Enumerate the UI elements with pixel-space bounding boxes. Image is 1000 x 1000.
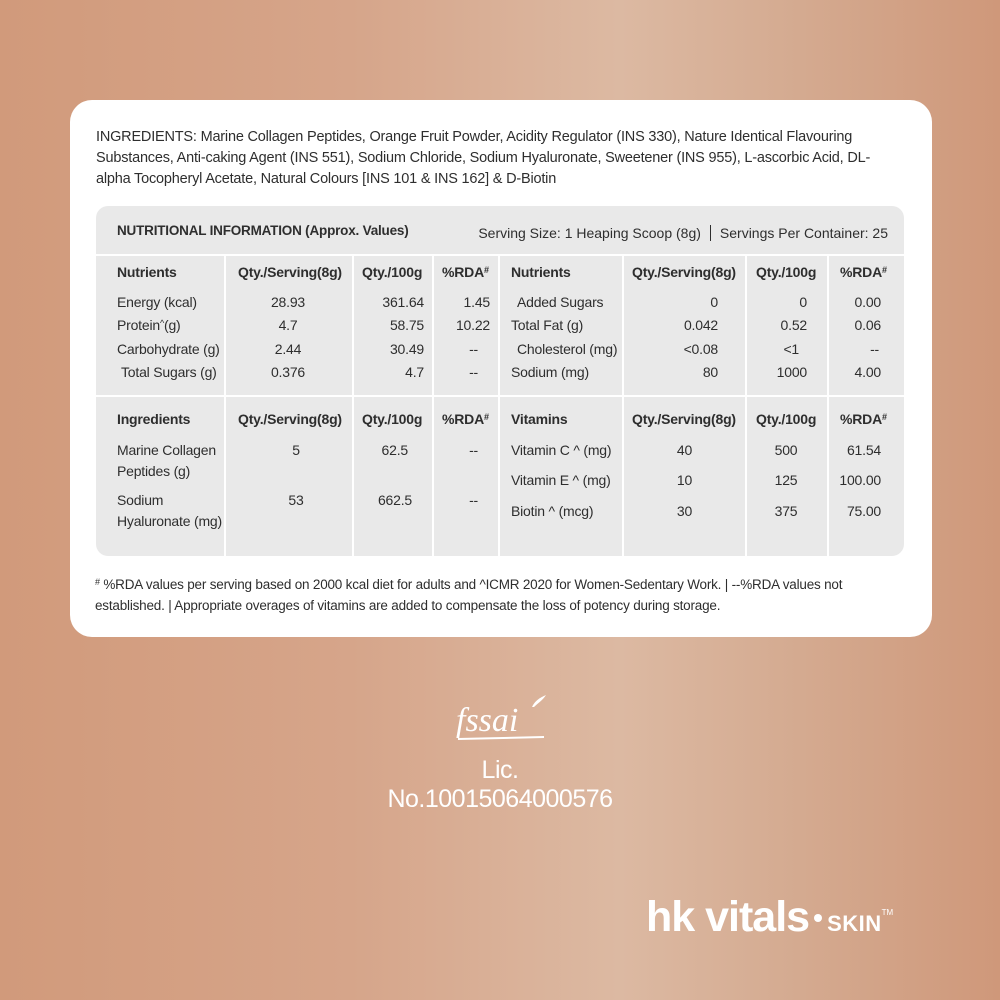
brand-sub: SKIN xyxy=(827,911,882,936)
brand-dot xyxy=(814,914,822,922)
vitamin-per100: 500 xyxy=(774,442,798,458)
nutrient-per100: 361.64 xyxy=(382,294,424,310)
nutrient-serving: 0 xyxy=(710,294,718,310)
col-header: Qty./Serving(8g) xyxy=(632,411,736,427)
col-header: Ingredients xyxy=(117,411,191,427)
nutrient-name: Energy (kcal) xyxy=(117,294,197,310)
ingredient-name: Peptides (g) xyxy=(117,463,191,479)
info-card xyxy=(70,100,932,637)
nutrient-serving: 80 xyxy=(702,364,718,380)
nutrient-rda: 1.45 xyxy=(463,294,490,310)
vitamin-per100: 375 xyxy=(774,503,798,519)
servings-per-container: Servings Per Container: 25 xyxy=(719,225,888,241)
vitamin-name: Biotin ^ (mcg) xyxy=(511,503,594,519)
nutrient-rda: 0.06 xyxy=(854,317,881,333)
ingredient-per100: 662.5 xyxy=(377,492,412,508)
nutrient-name: Total Fat (g) xyxy=(511,317,584,333)
col-header: Nutrients xyxy=(511,264,571,280)
nutrient-name: Carbohydrate (g) xyxy=(117,341,220,357)
nutrition-title: NUTRITIONAL INFORMATION (Approx. Values) xyxy=(117,223,409,238)
vitamin-per100: 125 xyxy=(774,472,798,488)
col-header: Qty./100g xyxy=(362,411,423,427)
nutrient-rda: 10.22 xyxy=(455,317,490,333)
nutrient-per100: 0 xyxy=(799,294,807,310)
nutrient-name: Total Sugars (g) xyxy=(121,364,217,380)
nutrition-header xyxy=(96,206,904,254)
ingredient-rda: -- xyxy=(469,492,478,508)
col-header: Qty./Serving(8g) xyxy=(238,411,342,427)
nutrient-per100: 30.49 xyxy=(389,341,424,357)
footnote: # %RDA values per serving based on 2000 kcal diet for adults and ^ICMR 2020 for Women-Sedentary Work. | --%RDA values not established. | Appropriate overages of vitamins are added to compensate the loss of potency during storage. xyxy=(95,577,843,613)
vitamin-rda: 61.54 xyxy=(846,442,881,458)
vitamin-serving: 10 xyxy=(676,472,693,488)
nutrient-name: Added Sugars xyxy=(517,294,604,310)
nutrient-serving: 0.042 xyxy=(683,317,718,333)
nutrient-serving: 2.44 xyxy=(274,341,302,357)
col-header: Qty./100g xyxy=(756,411,817,427)
col-header: Qty./100g xyxy=(362,264,423,280)
col-header: Nutrients xyxy=(117,264,177,280)
col-header: Qty./100g xyxy=(756,264,817,280)
fssai-license: Lic. No.10015064000576 xyxy=(387,756,613,813)
nutrient-per100: 0.52 xyxy=(780,317,807,333)
nutrient-name: Protein^(g) xyxy=(117,317,181,333)
serving-separator xyxy=(710,225,711,241)
nutrient-serving: 4.7 xyxy=(278,317,298,333)
nutrient-serving: <0.08 xyxy=(683,341,718,357)
divider xyxy=(498,254,500,556)
vitamin-rda: 75.00 xyxy=(846,503,881,519)
ingredient-serving: 53 xyxy=(288,492,304,508)
vitamin-serving: 30 xyxy=(676,503,693,519)
fssai-logo xyxy=(448,693,552,745)
ingredient-per100: 62.5 xyxy=(381,442,408,458)
ingredient-rda: -- xyxy=(469,442,478,458)
fssai-logo-text: fssai xyxy=(456,702,519,739)
serving-info xyxy=(478,225,888,241)
brand-name: hk vitals xyxy=(646,893,810,941)
nutrient-rda: -- xyxy=(469,364,478,380)
nutrition-panel xyxy=(96,206,904,556)
ingredient-name: Sodium xyxy=(117,492,164,508)
nutrient-name: Sodium (mg) xyxy=(511,364,589,380)
nutrient-per100: 4.7 xyxy=(405,364,424,380)
ingredients-label: INGREDIENTS: xyxy=(96,129,197,145)
nutrient-rda: -- xyxy=(469,341,478,357)
col-header: %RDA# xyxy=(840,264,887,280)
ingredient-name: Marine Collagen xyxy=(117,442,216,458)
leaf-icon xyxy=(532,695,546,707)
col-header: Qty./Serving(8g) xyxy=(238,264,342,280)
vitamin-name: Vitamin C ^ (mg) xyxy=(511,442,612,458)
ingredient-name: Hyaluronate (mg) xyxy=(117,513,222,529)
nutrient-serving: 28.93 xyxy=(270,294,306,310)
vitamin-name: Vitamin E ^ (mg) xyxy=(511,472,611,488)
brand-tm: TM xyxy=(881,908,894,917)
col-header: %RDA# xyxy=(442,264,489,280)
footnote-text: %RDA values per serving based on 2000 kcal diet for adults and ^ICMR 2020 for Women-Sedentary Work. | --%RDA values not established. | Appropriate overages of vitamins are added to compensate the loss of potency during storage. xyxy=(95,577,843,613)
brand-logo xyxy=(646,893,893,942)
ingredients-text xyxy=(96,127,896,190)
nutrient-per100: 58.75 xyxy=(389,317,424,333)
col-header: Qty./Serving(8g) xyxy=(632,264,736,280)
vitamin-serving: 40 xyxy=(676,442,693,458)
col-header: %RDA# xyxy=(840,411,887,427)
nutrient-rda: -- xyxy=(870,341,879,357)
serving-size: Serving Size: 1 Heaping Scoop (8g) xyxy=(478,225,701,241)
nutrient-rda: 4.00 xyxy=(854,364,881,380)
nutrient-per100: 1000 xyxy=(776,364,807,380)
vitamin-rda: 100.00 xyxy=(839,472,881,488)
ingredient-serving: 5 xyxy=(292,442,300,458)
divider xyxy=(96,395,904,397)
nutrient-serving: 0.376 xyxy=(270,364,306,380)
col-header: Vitamins xyxy=(511,411,568,427)
col-header: %RDA# xyxy=(442,411,489,427)
ingredients-list: Marine Collagen Peptides, Orange Fruit Powder, Acidity Regulator (INS 330), Nature Identical Flavouring Substances, Anti-caking Agent (INS 551), Sodium Chloride, Sodium Hyaluronate, Sweetener (INS 955), L-ascorbic Acid, DL-alpha Tocopheryl Acetate, Natural Colours [INS 101 & INS 162] & D-Biotin xyxy=(96,129,871,187)
nutrient-per100: <1 xyxy=(783,341,799,357)
divider xyxy=(96,254,904,256)
nutrient-rda: 0.00 xyxy=(854,294,881,310)
nutrient-name: Cholesterol (mg) xyxy=(517,341,618,357)
